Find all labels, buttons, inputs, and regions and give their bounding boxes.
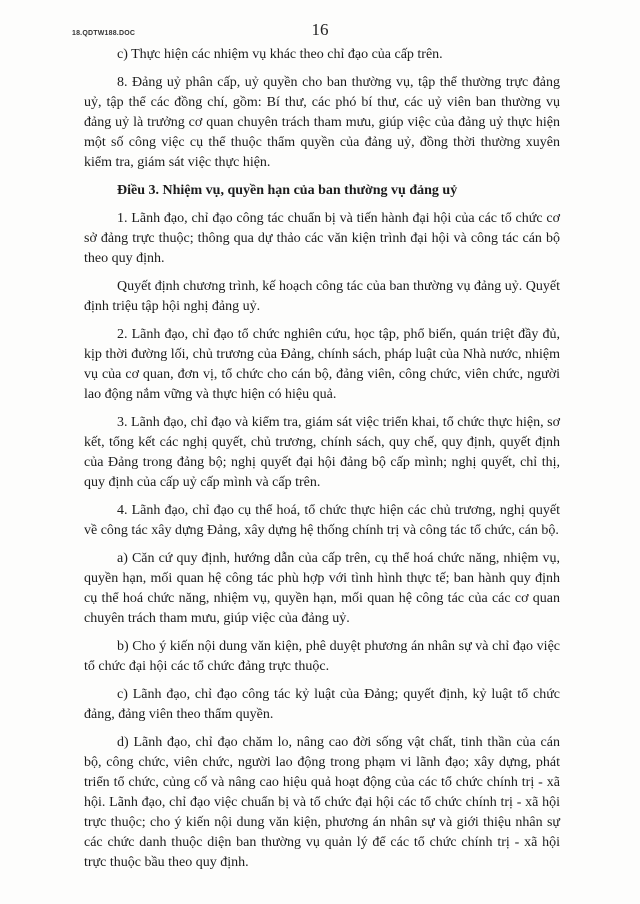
document-body [84,45,560,873]
paragraph-8-delegation: 8. Đảng uỷ phân cấp, uỷ quyền cho ban thường vụ, tập thể thường trực đảng uỷ, tập thể các đồng chí, gồm: Bí thư, các phó bí thư, các uỷ viên ban thường vụ đảng uỷ là trưởng cơ quan chuyên trách tham mưu, giúp việc của đảng uỷ thực hiện một số công việc cụ thể thuộc thẩm quyền của đảng uỷ, đồng thời thường xuyên kiểm tra, giám sát việc thực hiện. [84,75,560,170]
paragraph-article3-4a: a) Căn cứ quy định, hướng dẫn của cấp trên, cụ thể hoá chức năng, nhiệm vụ, quyền hạn, mối quan hệ công tác phù hợp với tình hình thực tế; ban hành quy định cụ thể hoá chức năng, nhiệm vụ, quyền hạn, mối quan hệ công tác của các cơ quan chuyên trách tham mưu, giúp việc của đảng uỷ. [84,551,560,626]
paragraph-item-c-other-tasks: c) Thực hiện các nhiệm vụ khác theo chỉ đạo của cấp trên. [117,47,443,62]
paragraph-article3-4d: d) Lãnh đạo, chỉ đạo chăm lo, nâng cao đời sống vật chất, tinh thần của cán bộ, công chức, viên chức, người lao động trong phạm vi lãnh đạo; xây dựng, phát triển tổ chức, củng cố và nâng cao hiệu quả hoạt động của các tổ chức chính trị - xã hội. Lãnh đạo, chỉ đạo việc chuẩn bị và tổ chức đại hội các tổ chức chính trị - xã hội trực thuộc; cho ý kiến nội dung văn kiện, phương án nhân sự và giới thiệu nhân sự các chức danh thuộc diện ban thường vụ quản lý để các tổ chức chính trị - xã hội trực thuộc bầu theo quy định. [84,735,560,870]
paragraph-article3-2: 2. Lãnh đạo, chỉ đạo tổ chức nghiên cứu, học tập, phổ biến, quán triệt đầy đủ, kịp thời đường lối, chủ trương của Đảng, chính sách, pháp luật của Nhà nước, nhiệm vụ của cơ quan, đơn vị, tổ chức cho cán bộ, đảng viên, công chức, viên chức, người lao động nắm vững và thực hiện có hiệu quả. [84,327,560,402]
paragraph-article3-4b: b) Cho ý kiến nội dung văn kiện, phê duyệt phương án nhân sự và chỉ đạo việc tổ chức đại hội các tổ chức đảng trực thuộc. [84,639,560,674]
article-3-heading: Điều 3. Nhiệm vụ, quyền hạn của ban thường vụ đảng uỷ [117,183,458,198]
paragraph-article3-4c: c) Lãnh đạo, chỉ đạo công tác kỷ luật của Đảng; quyết định, kỷ luật tổ chức đảng, đảng viên theo thẩm quyền. [84,687,560,722]
paragraph-article3-4: 4. Lãnh đạo, chỉ đạo cụ thể hoá, tổ chức thực hiện các chủ trương, nghị quyết về công tác xây dựng Đảng, xây dựng hệ thống chính trị và công tác tổ chức, cán bộ. [84,503,560,538]
paragraph-article3-1: 1. Lãnh đạo, chỉ đạo công tác chuẩn bị và tiến hành đại hội của các tổ chức cơ sở đảng trực thuộc; thông qua dự thảo các văn kiện trình đại hội và công tác cán bộ theo quy định. [84,211,560,266]
document-code: 18.QDTW188.DOC [72,30,136,37]
paragraph-article3-1-continued: Quyết định chương trình, kế hoạch công tác của ban thường vụ đảng uỷ. Quyết định triệu tập hội nghị đảng uỷ. [84,279,560,314]
paragraph-article3-3: 3. Lãnh đạo, chỉ đạo và kiểm tra, giám sát việc triển khai, tổ chức thực hiện, sơ kết, tổng kết các nghị quyết, chủ trương, chính sách, quy chế, quy định, quyết định của Đảng trong đảng bộ; nghị quyết đại hội đảng bộ cấp mình; nghị quyết, chỉ thị, quy định của cấp uỷ cấp mình và cấp trên. [84,415,560,490]
page-number: 16 [311,20,329,39]
